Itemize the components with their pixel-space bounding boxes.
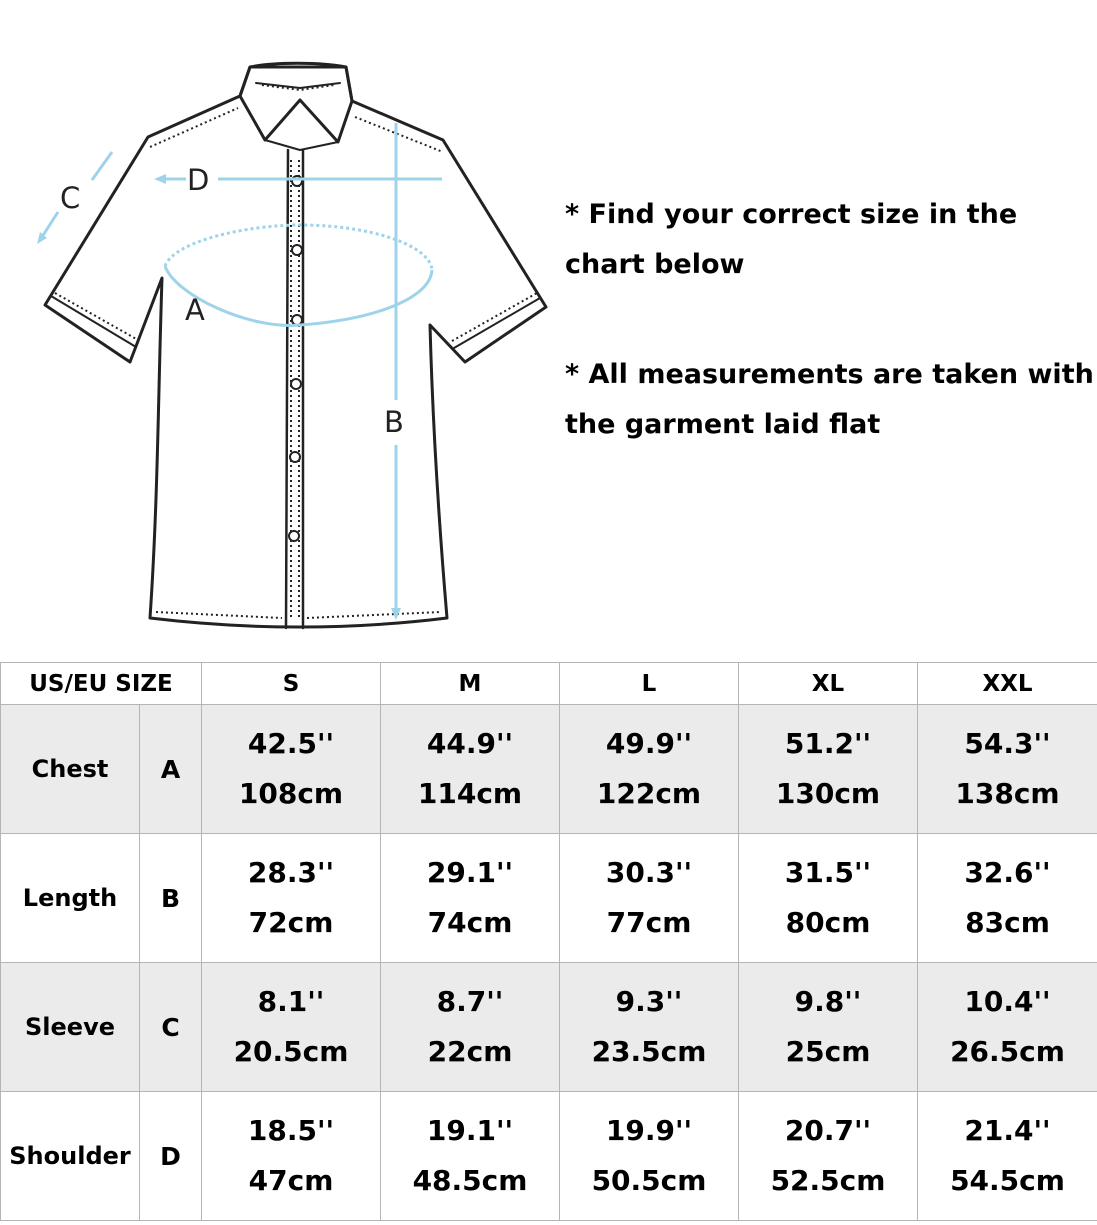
- shirt-diagram: [0, 0, 560, 650]
- button-icon: [289, 531, 299, 541]
- shirt-collar: [240, 63, 352, 142]
- table-cell: [381, 1092, 560, 1221]
- value-inches: 9.8'': [794, 985, 862, 1018]
- value-cm: 80cm: [785, 906, 871, 939]
- shirt-outline: [45, 67, 546, 627]
- label-d: D: [187, 163, 210, 197]
- table-cell: [381, 963, 560, 1092]
- value-cm: 52.5cm: [770, 1164, 886, 1197]
- table-cell: [202, 963, 381, 1092]
- button-icon: [290, 452, 300, 462]
- value-inches: 28.3'': [247, 856, 335, 889]
- table-cell: [918, 705, 1097, 834]
- value-inches: 51.2'': [784, 727, 872, 760]
- value-inches: 8.7'': [436, 985, 504, 1018]
- measure-name: Chest: [1, 705, 140, 834]
- value-cm: 83cm: [965, 906, 1050, 939]
- value-cm: 48.5cm: [412, 1164, 528, 1197]
- table-cell: [202, 834, 381, 963]
- label-a: A: [185, 293, 205, 327]
- value-inches: 49.9'': [605, 727, 693, 760]
- value-cm: 130cm: [775, 777, 881, 810]
- row-shoulder: [1, 1092, 1097, 1221]
- size-header-row: [1, 663, 1097, 705]
- size-chart-table: [0, 662, 1097, 1221]
- value-inches: 44.9'': [426, 727, 514, 760]
- value-inches: 19.9'': [605, 1114, 693, 1147]
- size-header: US/EU SIZE: [1, 663, 202, 705]
- label-b: B: [384, 405, 404, 439]
- value-inches: 21.4'': [964, 1114, 1051, 1147]
- measure-letter: D: [140, 1092, 202, 1221]
- measure-name: Shoulder: [1, 1092, 140, 1221]
- size-m: M: [381, 663, 560, 705]
- measure-name: Length: [1, 834, 140, 963]
- size-l: L: [560, 663, 739, 705]
- button-icon: [292, 245, 302, 255]
- table-cell: [918, 834, 1097, 963]
- size-s: S: [202, 663, 381, 705]
- table-cell: [918, 963, 1097, 1092]
- row-sleeve: [1, 963, 1097, 1092]
- value-inches: 42.5'': [247, 727, 335, 760]
- value-inches: 18.5'': [247, 1114, 335, 1147]
- notes: [565, 190, 1095, 450]
- value-cm: 54.5cm: [950, 1164, 1065, 1197]
- value-inches: 30.3'': [605, 856, 693, 889]
- measure-letter: C: [140, 963, 202, 1092]
- value-cm: 122cm: [596, 777, 702, 810]
- button-icon: [291, 379, 301, 389]
- value-cm: 74cm: [427, 906, 513, 939]
- table-cell: [381, 834, 560, 963]
- value-inches: 19.1'': [426, 1114, 514, 1147]
- table-cell: [918, 1092, 1097, 1221]
- size-xl: XL: [739, 663, 918, 705]
- value-cm: 47cm: [248, 1164, 334, 1197]
- value-cm: 77cm: [606, 906, 692, 939]
- value-cm: 23.5cm: [591, 1035, 707, 1068]
- measure-name: Sleeve: [1, 963, 140, 1092]
- table-cell: [560, 834, 739, 963]
- note-laid-flat: * All measurements are taken with the garment laid flat: [565, 359, 1094, 440]
- value-inches: 32.6'': [964, 856, 1051, 889]
- row-chest: [1, 705, 1097, 834]
- value-inches: 20.7'': [784, 1114, 872, 1147]
- value-cm: 20.5cm: [233, 1035, 349, 1068]
- table-cell: [381, 705, 560, 834]
- table-cell: [560, 705, 739, 834]
- table-cell: [560, 963, 739, 1092]
- table-cell: [739, 705, 918, 834]
- sleeve-measure-line: [92, 152, 112, 180]
- size-xxl: XXL: [918, 663, 1097, 705]
- value-cm: 114cm: [417, 777, 523, 810]
- table-cell: [739, 1092, 918, 1221]
- note-find-size: * Find your correct size in the chart below: [565, 199, 1018, 280]
- value-cm: 138cm: [955, 777, 1060, 810]
- table-cell: [739, 963, 918, 1092]
- value-cm: 26.5cm: [950, 1035, 1065, 1068]
- value-cm: 25cm: [785, 1035, 871, 1068]
- value-cm: 108cm: [238, 777, 344, 810]
- value-cm: 22cm: [427, 1035, 513, 1068]
- table-cell: [202, 705, 381, 834]
- value-inches: 31.5'': [784, 856, 872, 889]
- table-cell: [202, 1092, 381, 1221]
- value-inches: 29.1'': [426, 856, 514, 889]
- row-length: [1, 834, 1097, 963]
- label-c: C: [60, 181, 81, 215]
- measure-letter: A: [140, 705, 202, 834]
- value-inches: 54.3'': [964, 727, 1051, 760]
- table-cell: [739, 834, 918, 963]
- value-inches: 9.3'': [615, 985, 683, 1018]
- value-inches: 10.4'': [964, 985, 1051, 1018]
- value-inches: 8.1'': [257, 985, 325, 1018]
- table-cell: [560, 1092, 739, 1221]
- measure-letter: B: [140, 834, 202, 963]
- value-cm: 72cm: [248, 906, 334, 939]
- value-cm: 50.5cm: [591, 1164, 707, 1197]
